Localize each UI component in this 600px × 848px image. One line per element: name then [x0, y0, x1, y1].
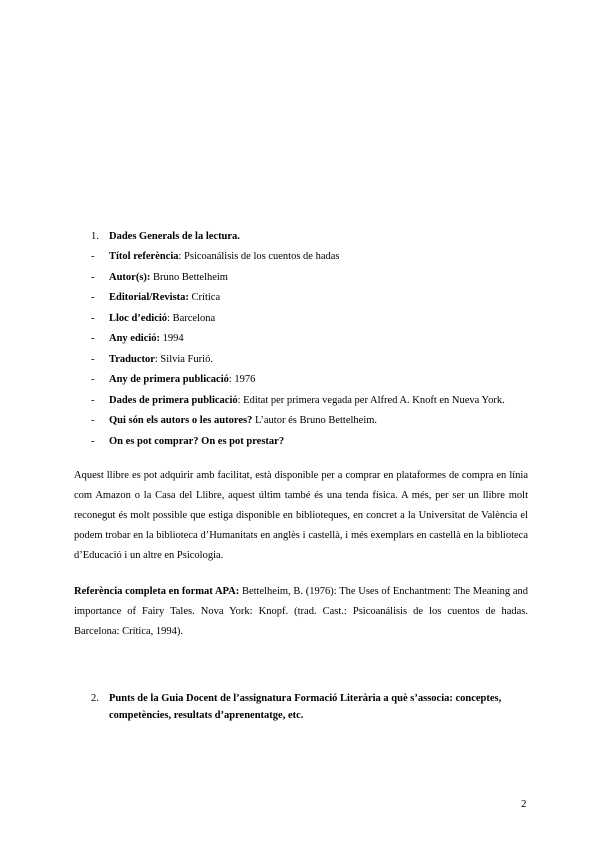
item-label: Traductor — [109, 353, 155, 365]
list-item: - On es pot comprar? On es pot prestar? — [91, 435, 285, 447]
item-value: Bruno Bettelheim — [150, 271, 228, 283]
item-label: Any edició: — [109, 333, 161, 344]
item-value: Crítica — [188, 292, 221, 303]
section-1-title: Dades Generals de la lectura. — [109, 231, 240, 242]
list-item: - Qui són els autors o les autores? L’autor és Bruno Bettelheim. — [91, 415, 378, 426]
list-item: - Any edició: 1994 — [91, 333, 184, 344]
item-label: Editorial/Revista: — [109, 292, 189, 303]
item-value: : Barcelona — [167, 312, 216, 324]
section-2-number: 2. — [91, 693, 99, 704]
apa-reference-paragraph — [74, 582, 528, 642]
item-label: Dades de primera publicació — [109, 394, 238, 406]
list-item: - Editorial/Revista: Crítica — [91, 292, 221, 303]
item-value: L’autor és Bruno Bettelheim. — [252, 415, 378, 426]
section-2-title: Punts de la Guia Docent de l’assignatura Formació Literària a què s’associa: conceptes, competències, resultats d’aprenentatge, etc. — [109, 693, 502, 721]
availability-paragraph: Aquest llibre es pot adquirir amb facilitat, està disponible per a comprar en plataformes de compra en línia com Amazon o la Casa del Llibre, aquest últim també és una tenda física. A més, per ser un llibre molt reconegut és molt possible que estiga disponible en biblioteques, en concret a la Universitat de València el podem trobar en la biblioteca d’Humanitats en anglès i castellà, i més exemplars en castellà en la biblioteca d’Educació i un altre en Psicologia. — [74, 470, 528, 561]
list-item: - Autor(s): Bruno Bettelheim — [91, 271, 228, 283]
item-label: Qui són els autors o les autores? — [109, 415, 253, 426]
item-value: : Silvia Furió. — [154, 353, 213, 365]
item-value: : 1976 — [228, 374, 256, 385]
apa-reference-text: Bettelheim, B. (1976): The Uses of Enchantment: The Meaning and importance of Fairy Tales. Nova York: Knopf. (trad. Cast.: Psicoanálisis de los cuentos de hadas. Barcelona: Crítica, 1994). — [74, 586, 529, 637]
item-label: Títol referència — [109, 251, 179, 262]
list-item: - Traductor: Silvia Furió. — [91, 353, 213, 365]
item-label: Lloc d’edició — [109, 312, 168, 324]
list-item: - Títol referència: Psicoanálisis de los cuentos de hadas — [91, 251, 340, 262]
general-data-list — [91, 250, 521, 455]
item-label: On es pot comprar? On es pot prestar? — [109, 435, 285, 447]
list-item: - Dades de primera publicació: Editat per primera vegada per Alfred A. Knoft en Nueva York. — [91, 394, 505, 406]
item-label: Autor(s): — [109, 271, 151, 283]
item-value: 1994 — [160, 333, 184, 344]
list-item: - Lloc d’edició: Barcelona — [91, 312, 216, 324]
item-label: Any de primera publicació — [109, 374, 229, 385]
item-value: : Psicoanálisis de los cuentos de hadas — [178, 251, 340, 262]
item-value: : Editat per primera vegada per Alfred A. Knoft en Nueva York. — [237, 394, 505, 406]
apa-reference-label: Referència completa en format APA: — [74, 586, 240, 597]
page-number: 2 — [521, 798, 527, 810]
list-item: - Any de primera publicació: 1976 — [91, 374, 256, 385]
section-1-number: 1. — [91, 231, 99, 242]
